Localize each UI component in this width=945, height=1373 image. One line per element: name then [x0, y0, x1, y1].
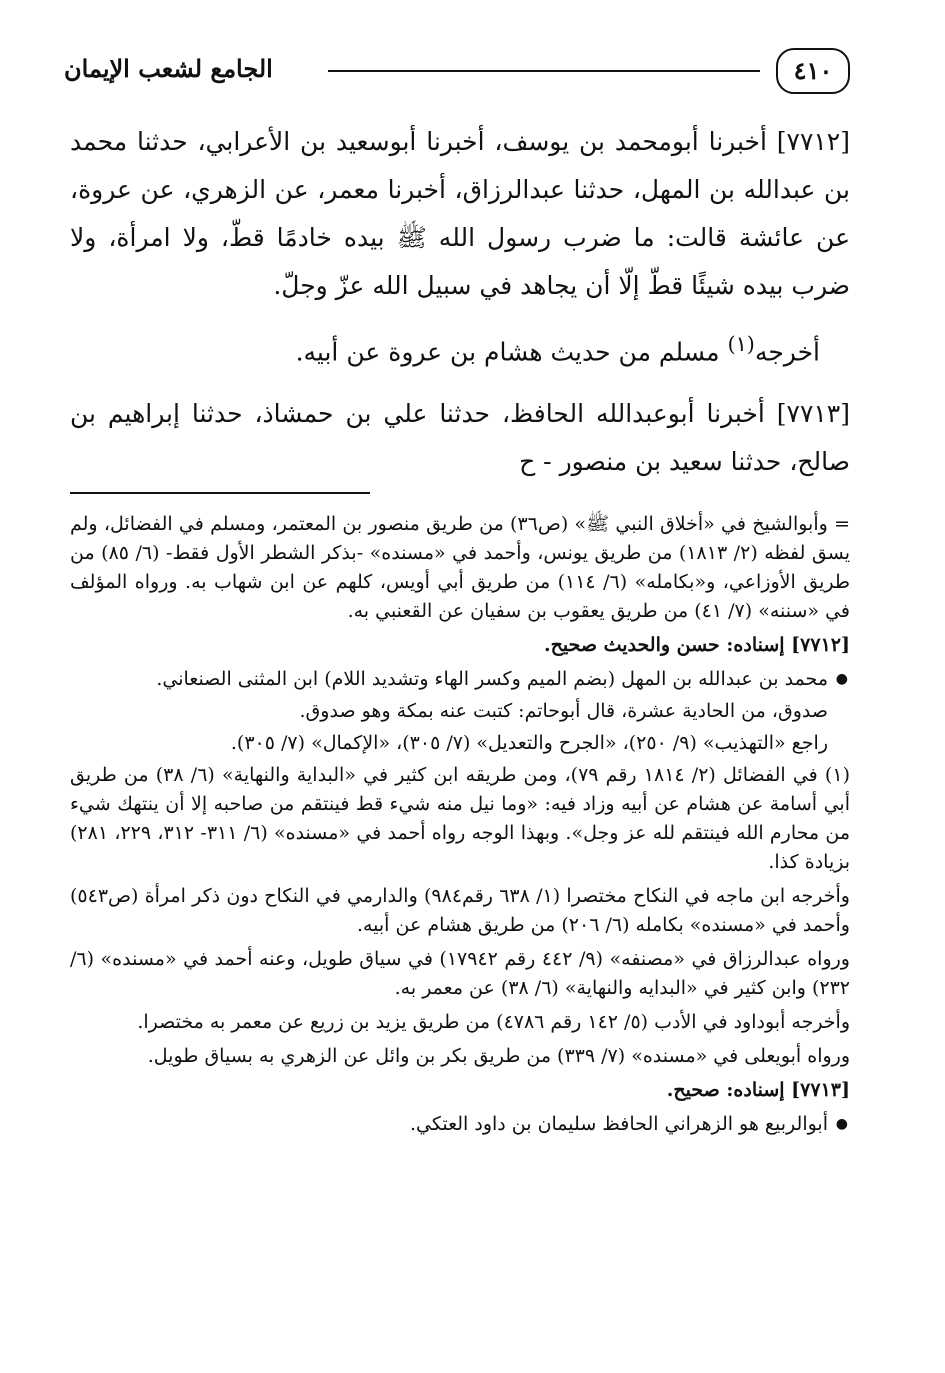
footnote-1-abu-dawud: وأخرجه أبوداود في الأدب (٥/ ١٤٢ رقم ٤٧٨٦) من طريق يزيد بن زريع عن معمر به مختصرا. [137, 1011, 850, 1033]
main-text [70, 118, 850, 496]
footnote-1-abdurrazzaq: ورواه عبدالرزاق في «مصنفه» (٩/ ٤٤٢ رقم ١٧٩٤٢) في سياق طويل، وعنه أحمد في «مسنده» (٦/ ٢٣٢) وابن كثير في «البدايه والنهاية» (٦/ ٣٨) عن معمر به. [70, 948, 850, 999]
narrator-note-detail: صدوق، من الحادية عشرة، قال أبوحاتم: كتبت عنه بمكة وهو صدوق. [299, 700, 828, 722]
hadith-7713: [٧٧١٣] أخبرنا أبوعبدالله الحافظ، حدثنا علي بن حمشاذ، حدثنا إبراهيم بن صالح، حدثنا سعيد بن منصور - ح [70, 399, 850, 477]
footnote-1-ibn-majah: وأخرجه ابن ماجه في النكاح مختصرا (١/ ٦٣٨ رقم٩٨٤) والدارمي في النكاح دون ذكر امرأة (ص٥٤٣) وأحمد في «مسنده» بكامله (٦/ ٢٠٦) من طريق هشام عن أبيه. [70, 885, 850, 936]
narrator-note-refs: راجع «التهذيب» (٩/ ٢٥٠)، «الجرح والتعديل» (٧/ ٣٠٥)، «الإكمال» (٧/ ٣٠٥). [230, 732, 828, 754]
narrator-note-2: ● أبوالربيع هو الزهراني الحافظ سليمان بن داود العتكي. [70, 1110, 850, 1139]
isnad-7713: [٧٧١٣] إسناده: صحيح. [666, 1079, 850, 1101]
isnad-7712: [٧٧١٢] إسناده: حسن والحديث صحيح. [543, 634, 850, 656]
page-header [60, 40, 850, 104]
running-title: الجامع لشعب الإيمان [64, 54, 273, 83]
narrator-note: ● محمد بن عبدالله بن المهل (بضم الميم وكسر الهاء وتشديد اللام) ابن المثنى الصنعاني. [70, 665, 850, 694]
footnote-ref-1[interactable]: (١) [727, 332, 755, 356]
footnote-continuation: = وأبوالشيخ في «أخلاق النبي ﷺ» (ص٣٦) من طريق منصور بن المعتمر، ومسلم في الفضائل، ولم يسق لفظه (٢/ ١٨١٣) من طريق يونس، وأحمد في «مسنده» -بذكر الشطر الأول فقط- (٦/ ٨٥) من طريق الأوزاعي، و«بكامله» (٦/ ١١٤) من طريق أبي أويس، كلهم عن ابن شهاب به. ورواه المؤلف في «سننه» (٧/ ٤١) من طريق يعقوب بن سفيان عن القعنبي به. [70, 513, 850, 622]
hadith-7712: [٧٧١٢] أخبرنا أبومحمد بن يوسف، أخبرنا أبوسعيد بن الأعرابي، حدثنا محمد بن عبدالله بن المهل، حدثنا عبدالرزاق، أخبرنا معمر، عن الزهري، عن عروة، عن عائشة قالت: ما ضرب رسول الله ﷺ بيده خادمًا قطّ، ولا امرأة، ولا ضرب بيده شيئًا قطّ إلّا أن يجاهد في سبيل الله عزّ وجلّ. [70, 127, 850, 300]
footnotes [70, 510, 850, 1142]
page-number: ٤١٠ [776, 48, 850, 94]
header-rule [328, 70, 760, 72]
takhrij-prefix: أخرجه [754, 337, 820, 367]
takhrij-paragraph [70, 320, 850, 376]
takhrij-text: مسلم من حديث هشام بن عروة عن أبيه. [295, 337, 728, 367]
footnote-separator [70, 492, 370, 494]
footnote-1: (١) في الفضائل (٢/ ١٨١٤ رقم ٧٩)، ومن طريقه ابن كثير في «البداية والنهاية» (٦/ ٣٨) من طريق أبي أسامة عن هشام عن أبيه وزاد فيه: «وما نيل منه شيء قط فينتقم من صاحبه إلا أن ينتهك شيء من محارم الله فينتقم لله عز وجل». وبهذا الوجه رواه أحمد في «مسنده» (٦/ ٣١١- ٣١٢، ٢٢٩، ٢٨١) بزيادة كذا. [70, 764, 850, 873]
footnote-1-abu-yala: ورواه أبويعلى في «مسنده» (٧/ ٣٣٩) من طريق بكر بن وائل عن الزهري به بسياق طويل. [147, 1045, 850, 1067]
